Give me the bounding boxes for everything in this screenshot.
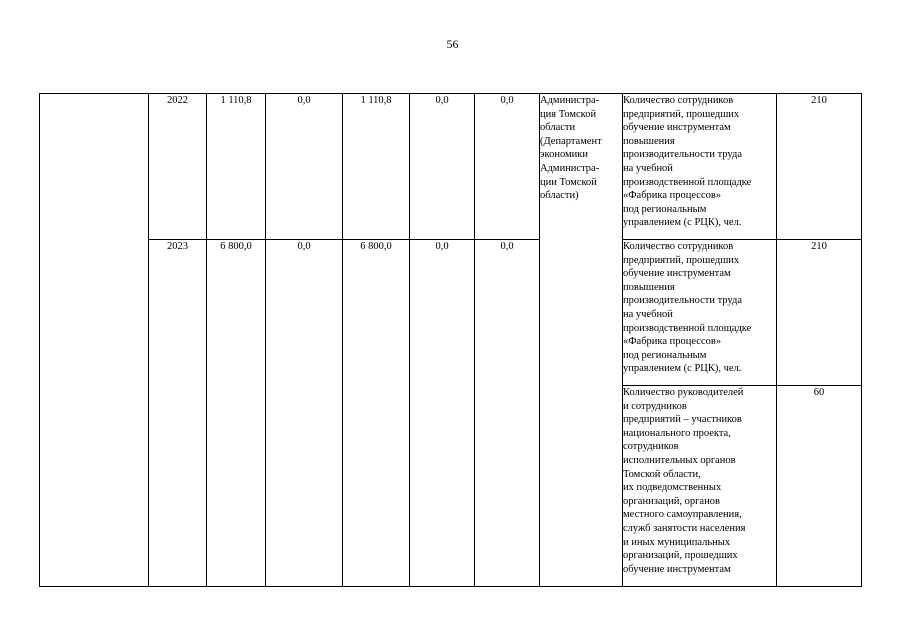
other-sources-cell: 0,0 <box>475 240 540 587</box>
indicator-line: предприятий, прошедших <box>623 108 740 120</box>
local-budget-cell: 0,0 <box>410 240 475 587</box>
indicator-line: производственной площадке <box>623 176 752 188</box>
program-table <box>39 93 862 587</box>
indicator-line: повышения <box>623 281 675 293</box>
year-cell: 2022 <box>149 94 207 240</box>
indicator-line: под региональным <box>623 203 707 215</box>
indicator-line: национального проекта, <box>623 427 731 439</box>
indicator-line: служб занятости населения <box>623 522 746 534</box>
indicator-line: под региональным <box>623 349 707 361</box>
indicator-line: «Фабрика процессов» <box>623 336 722 348</box>
executor-line: (Департамент <box>540 135 602 147</box>
total-cell: 1 110,8 <box>207 94 266 240</box>
indicator-line: предприятий, прошедших <box>623 254 740 266</box>
executor-line: области <box>540 122 576 134</box>
indicator-value-cell: 210 <box>777 240 862 386</box>
indicator-line: производственной площадке <box>623 322 752 334</box>
indicator-text-cell <box>623 94 777 240</box>
total-cell: 6 800,0 <box>207 240 266 587</box>
indicator-line: обучение инструментам <box>623 563 731 575</box>
indicator-line: организаций, прошедших <box>623 550 738 562</box>
executor-line: ция Томской <box>540 108 597 120</box>
indicator-line: производительности труда <box>623 295 743 307</box>
indicator-line: и иных муниципальных <box>623 536 731 548</box>
local-budget-cell: 0,0 <box>410 94 475 240</box>
executor-line: ции Томской <box>540 176 597 188</box>
indicator-line: предприятий – участников <box>623 414 742 426</box>
indicator-line: обучение инструментам <box>623 268 731 280</box>
indicator-line: Количество сотрудников <box>623 241 734 252</box>
indicator-line: управлением (с РЦК), чел. <box>623 217 742 229</box>
indicator-line: «Фабрика процессов» <box>623 190 722 202</box>
indicator-value-cell: 60 <box>777 386 862 587</box>
indicator-line: на учебной <box>623 162 673 174</box>
indicator-line: исполнительных органов <box>623 454 736 466</box>
executor-cell <box>540 94 623 587</box>
indicator-value-cell: 210 <box>777 94 862 240</box>
table-row-2023 <box>40 240 862 386</box>
federal-budget-cell: 0,0 <box>266 94 343 240</box>
indicator-line: сотрудников <box>623 441 679 453</box>
regional-budget-cell: 6 800,0 <box>343 240 410 587</box>
executor-line: экономики <box>540 149 588 161</box>
indicator-line: и сотрудников <box>623 400 687 412</box>
empty-name-cell <box>40 94 149 587</box>
indicator-line: Количество сотрудников <box>623 95 734 106</box>
indicator-line: обучение инструментам <box>623 122 731 134</box>
indicator-text-cell <box>623 386 777 587</box>
federal-budget-cell: 0,0 <box>266 240 343 587</box>
indicator-line: Количество руководителей <box>623 387 744 398</box>
indicator-text-cell <box>623 240 777 386</box>
indicator-line: Томской области, <box>623 468 701 480</box>
indicator-line: повышения <box>623 135 675 147</box>
indicator-line: управлением (с РЦК), чел. <box>623 363 742 375</box>
indicator-line: на учебной <box>623 308 673 320</box>
indicator-line: организаций, органов <box>623 495 720 507</box>
indicator-line: производительности труда <box>623 149 743 161</box>
regional-budget-cell: 1 110,8 <box>343 94 410 240</box>
indicator-line: их подведомственных <box>623 482 722 494</box>
executor-line: Администра- <box>540 95 600 106</box>
executor-line: Администра- <box>540 162 600 174</box>
executor-line: области) <box>540 190 579 202</box>
table-row-2022 <box>40 94 862 240</box>
indicator-line: местного самоуправления, <box>623 509 742 521</box>
other-sources-cell: 0,0 <box>475 94 540 240</box>
page-number: 56 <box>446 37 459 51</box>
year-cell: 2023 <box>149 240 207 587</box>
